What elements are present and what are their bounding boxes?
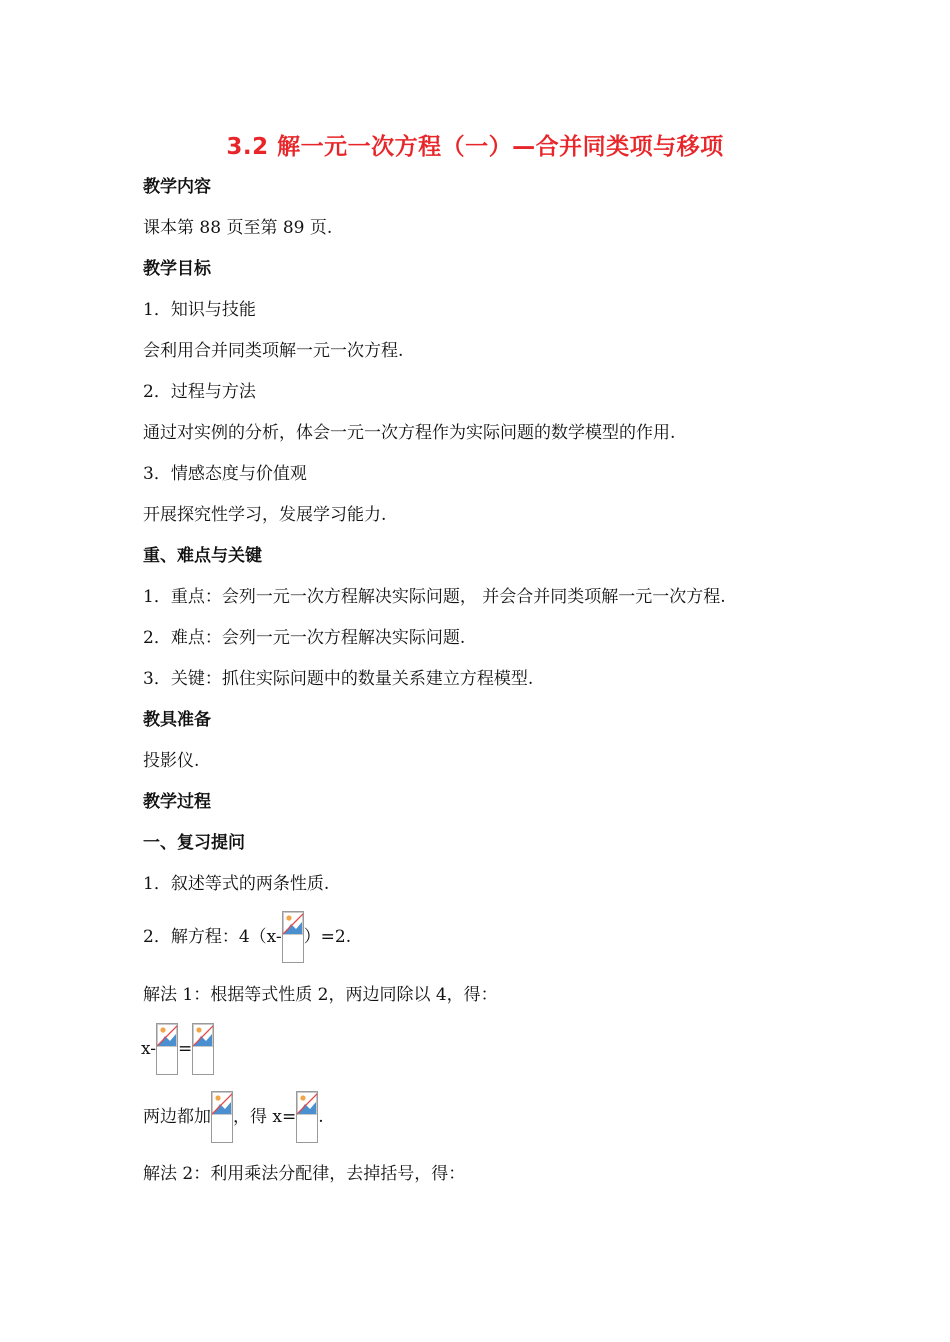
equation-line bbox=[141, 1020, 214, 1077]
key-point-2: 2．难点：会列一元一次方程解决实际问题. bbox=[143, 628, 466, 648]
broken-image-icon bbox=[282, 911, 304, 963]
goal-1: 1．知识与技能 bbox=[143, 300, 256, 320]
both-sides-line bbox=[143, 1088, 324, 1145]
heading-review: 一、复习提问 bbox=[143, 833, 245, 853]
goal-1-text: 会利用合并同类项解一元一次方程. bbox=[143, 341, 404, 361]
key-point-1: 1．重点：会列一元一次方程解决实际问题， 并会合并同类项解一元一次方程. bbox=[143, 587, 726, 607]
heading-content: 教学内容 bbox=[143, 177, 211, 197]
equation-x: x- bbox=[141, 1038, 157, 1059]
tools-text: 投影仪. bbox=[143, 751, 200, 771]
goal-3: 3．情感态度与价值观 bbox=[143, 464, 307, 484]
image-glyph bbox=[193, 1024, 213, 1048]
review-2-suffix: ）=2. bbox=[303, 926, 352, 947]
broken-image-icon bbox=[296, 1091, 318, 1143]
image-glyph bbox=[297, 1092, 317, 1116]
method-1: 解法 1：根据等式性质 2，两边同除以 4，得： bbox=[143, 985, 498, 1005]
heading-key-points: 重、难点与关键 bbox=[143, 546, 262, 566]
broken-image-icon bbox=[156, 1023, 178, 1075]
heading-tools: 教具准备 bbox=[143, 710, 211, 730]
get-x-text: ，得 x= bbox=[233, 1106, 297, 1127]
review-2-prefix: 2．解方程：4（x- bbox=[143, 926, 282, 947]
goal-2-text: 通过对实例的分析，体会一元一次方程作为实际问题的数学模型的作用. bbox=[143, 423, 676, 443]
goal-2: 2．过程与方法 bbox=[143, 382, 256, 402]
heading-process: 教学过程 bbox=[143, 792, 211, 812]
broken-image-icon bbox=[211, 1091, 233, 1143]
image-glyph bbox=[212, 1092, 232, 1116]
heading-goals: 教学目标 bbox=[143, 259, 211, 279]
key-point-3: 3．关键：抓住实际问题中的数量关系建立方程模型. bbox=[143, 669, 534, 689]
image-glyph bbox=[157, 1024, 177, 1048]
method-2: 解法 2：利用乘法分配律，去掉括号，得： bbox=[143, 1164, 466, 1184]
content-text: 课本第 88 页至第 89 页. bbox=[143, 218, 333, 238]
review-2 bbox=[143, 910, 351, 963]
period-text: . bbox=[318, 1106, 324, 1127]
both-add-text: 两边都加 bbox=[143, 1106, 211, 1127]
equation-equals: = bbox=[178, 1038, 193, 1059]
broken-image-icon bbox=[192, 1023, 214, 1075]
goal-3-text: 开展探究性学习，发展学习能力. bbox=[143, 505, 387, 525]
image-glyph bbox=[283, 912, 303, 936]
document-title: 3.2 解一元一次方程（一）—合并同类项与移项 bbox=[226, 134, 724, 160]
review-1: 1．叙述等式的两条性质. bbox=[143, 874, 330, 894]
